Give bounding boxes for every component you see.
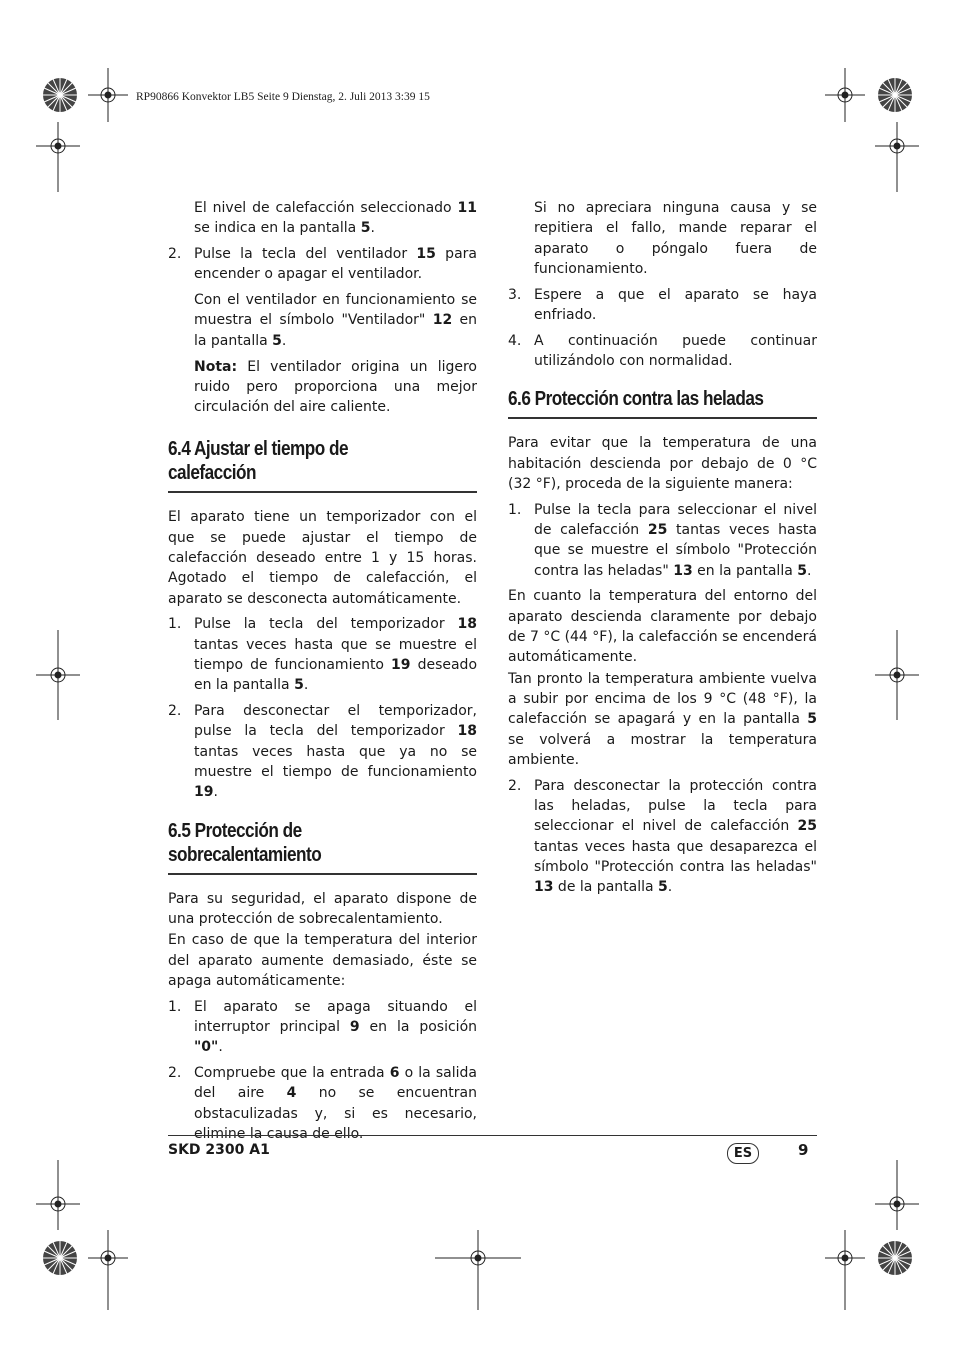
registration-mark-top-left (40, 75, 80, 119)
crosshair-mark-top-right (825, 68, 865, 126)
paragraph: El nivel de calefacción seleccionado 11 se indica en la pantalla 5. (194, 200, 477, 237)
crosshair-mark-top-left (88, 68, 128, 126)
footer-model: SKD 2300 A1 (168, 1142, 270, 1158)
paragraph: En cuanto la temperatura del entorno del aparato descienda claramente por debajo de 7 °C (44 °F), la calefacción se encenderá automáticamente. (508, 588, 817, 666)
registration-mark-top-right (875, 75, 915, 119)
section-heading-6-4: 6.4 Ajustar el tiempo de calefacción (168, 438, 349, 485)
crosshair-mark-right-lower (875, 1160, 919, 1234)
paragraph: Para evitar que la temperatura de una habitación descienda por debajo de 0 °C (32 °F), proceda de la siguiente manera: (508, 435, 817, 492)
list-item: 2. Para desconectar la protección contra las heladas, pulse la tecla para seleccionar el nivel de calefacción 25 tantas veces hasta que desaparezca el símbolo "Protección contra las heladas" 13 de la pantalla 5. (508, 777, 817, 896)
list-item: 1. Pulse la tecla del temporizador 18 tantas veces hasta que se muestre el tiempo de funcionamiento 19 deseado en la pantalla 5. (168, 616, 478, 694)
paragraph: Si no apreciara ninguna causa y se repitiera el fallo, mande reparar el aparato o póngalo fuera de funcionamiento. (534, 200, 817, 277)
note-label: Nota: (194, 358, 238, 375)
list-item: 1. Pulse la tecla para seleccionar el nivel de calefacción 25 tantas veces hasta que se muestre el símbolo "Protección contra las heladas" 13 en la pantalla 5. (508, 501, 817, 579)
note: Nota: El ventilador origina un ligero ruido pero proporciona una mejor circulación del aire caliente. (194, 358, 477, 416)
crosshair-mark-left-upper (36, 122, 80, 196)
language-badge: ES (727, 1143, 759, 1164)
registration-mark-bottom-right (875, 1238, 915, 1282)
print-header: RP90866 Konvektor LB5 Seite 9 Dienstag, 2. Juli 2013 3:39 15 (136, 91, 430, 103)
list-item: 3. Espere a que el aparato se haya enfriado. (508, 286, 817, 323)
section-heading-6-5: 6.5 Protección de sobrecalentamiento (168, 819, 322, 866)
paragraph: En caso de que la temperatura del interior del aparato aumente demasiado, éste se apaga automáticamente: (168, 932, 477, 989)
list-item: 2. Para desconectar el temporizador, pulse la tecla del temporizador 18 tantas veces hasta que ya no se muestre el tiempo de funcionamiento 19. (168, 703, 477, 801)
crosshair-mark-left-middle (36, 630, 80, 724)
crosshair-mark-right-middle (875, 630, 919, 724)
paragraph: El aparato tiene un temporizador con el que se puede ajustar el tiempo de calefacción deseado entre 1 y 15 horas. Agotado el tiempo de calefacción, el aparato se desconecta automáticamente. (168, 509, 477, 607)
list-item: 1. El aparato se apaga situando el interruptor principal 9 en la posición "0". (168, 998, 478, 1056)
crosshair-mark-bottom-center (435, 1230, 521, 1314)
right-column (508, 198, 817, 903)
crosshair-mark-right-upper (875, 122, 919, 196)
list-item: 4. A continuación puede continuar utilizándolo con normalidad. (508, 332, 817, 370)
paragraph: Con el ventilador en funcionamiento se muestra el símbolo "Ventilador" 12 en la pantalla 5. (194, 292, 478, 349)
footer-rule (168, 1135, 817, 1136)
crosshair-mark-left-lower (36, 1160, 80, 1234)
crosshair-mark-bottom-right (825, 1230, 865, 1314)
left-column (168, 198, 477, 1150)
list-item: 2. Pulse la tecla del ventilador 15 para encender o apagar el ventilador. (168, 246, 477, 283)
registration-mark-bottom-left (40, 1238, 80, 1282)
crosshair-mark-bottom-left (88, 1230, 128, 1314)
page-number: 9 (798, 1141, 809, 1159)
paragraph: Tan pronto la temperatura ambiente vuelva a subir por encima de los 9 °C (48 °F), la calefacción se apagará y en la pantalla 5 se volverá a mostrar la temperatura ambiente. (508, 670, 817, 768)
list-item: 2. Compruebe que la entrada 6 o la salida del aire 4 no se encuentran obstaculizadas y, si es necesario, elimine la causa de ello. (168, 1065, 478, 1142)
section-heading-6-6: 6.6 Protección contra las heladas (508, 388, 764, 411)
paragraph: Para su seguridad, el aparato dispone de una protección de sobrecalentamiento. (168, 890, 477, 927)
